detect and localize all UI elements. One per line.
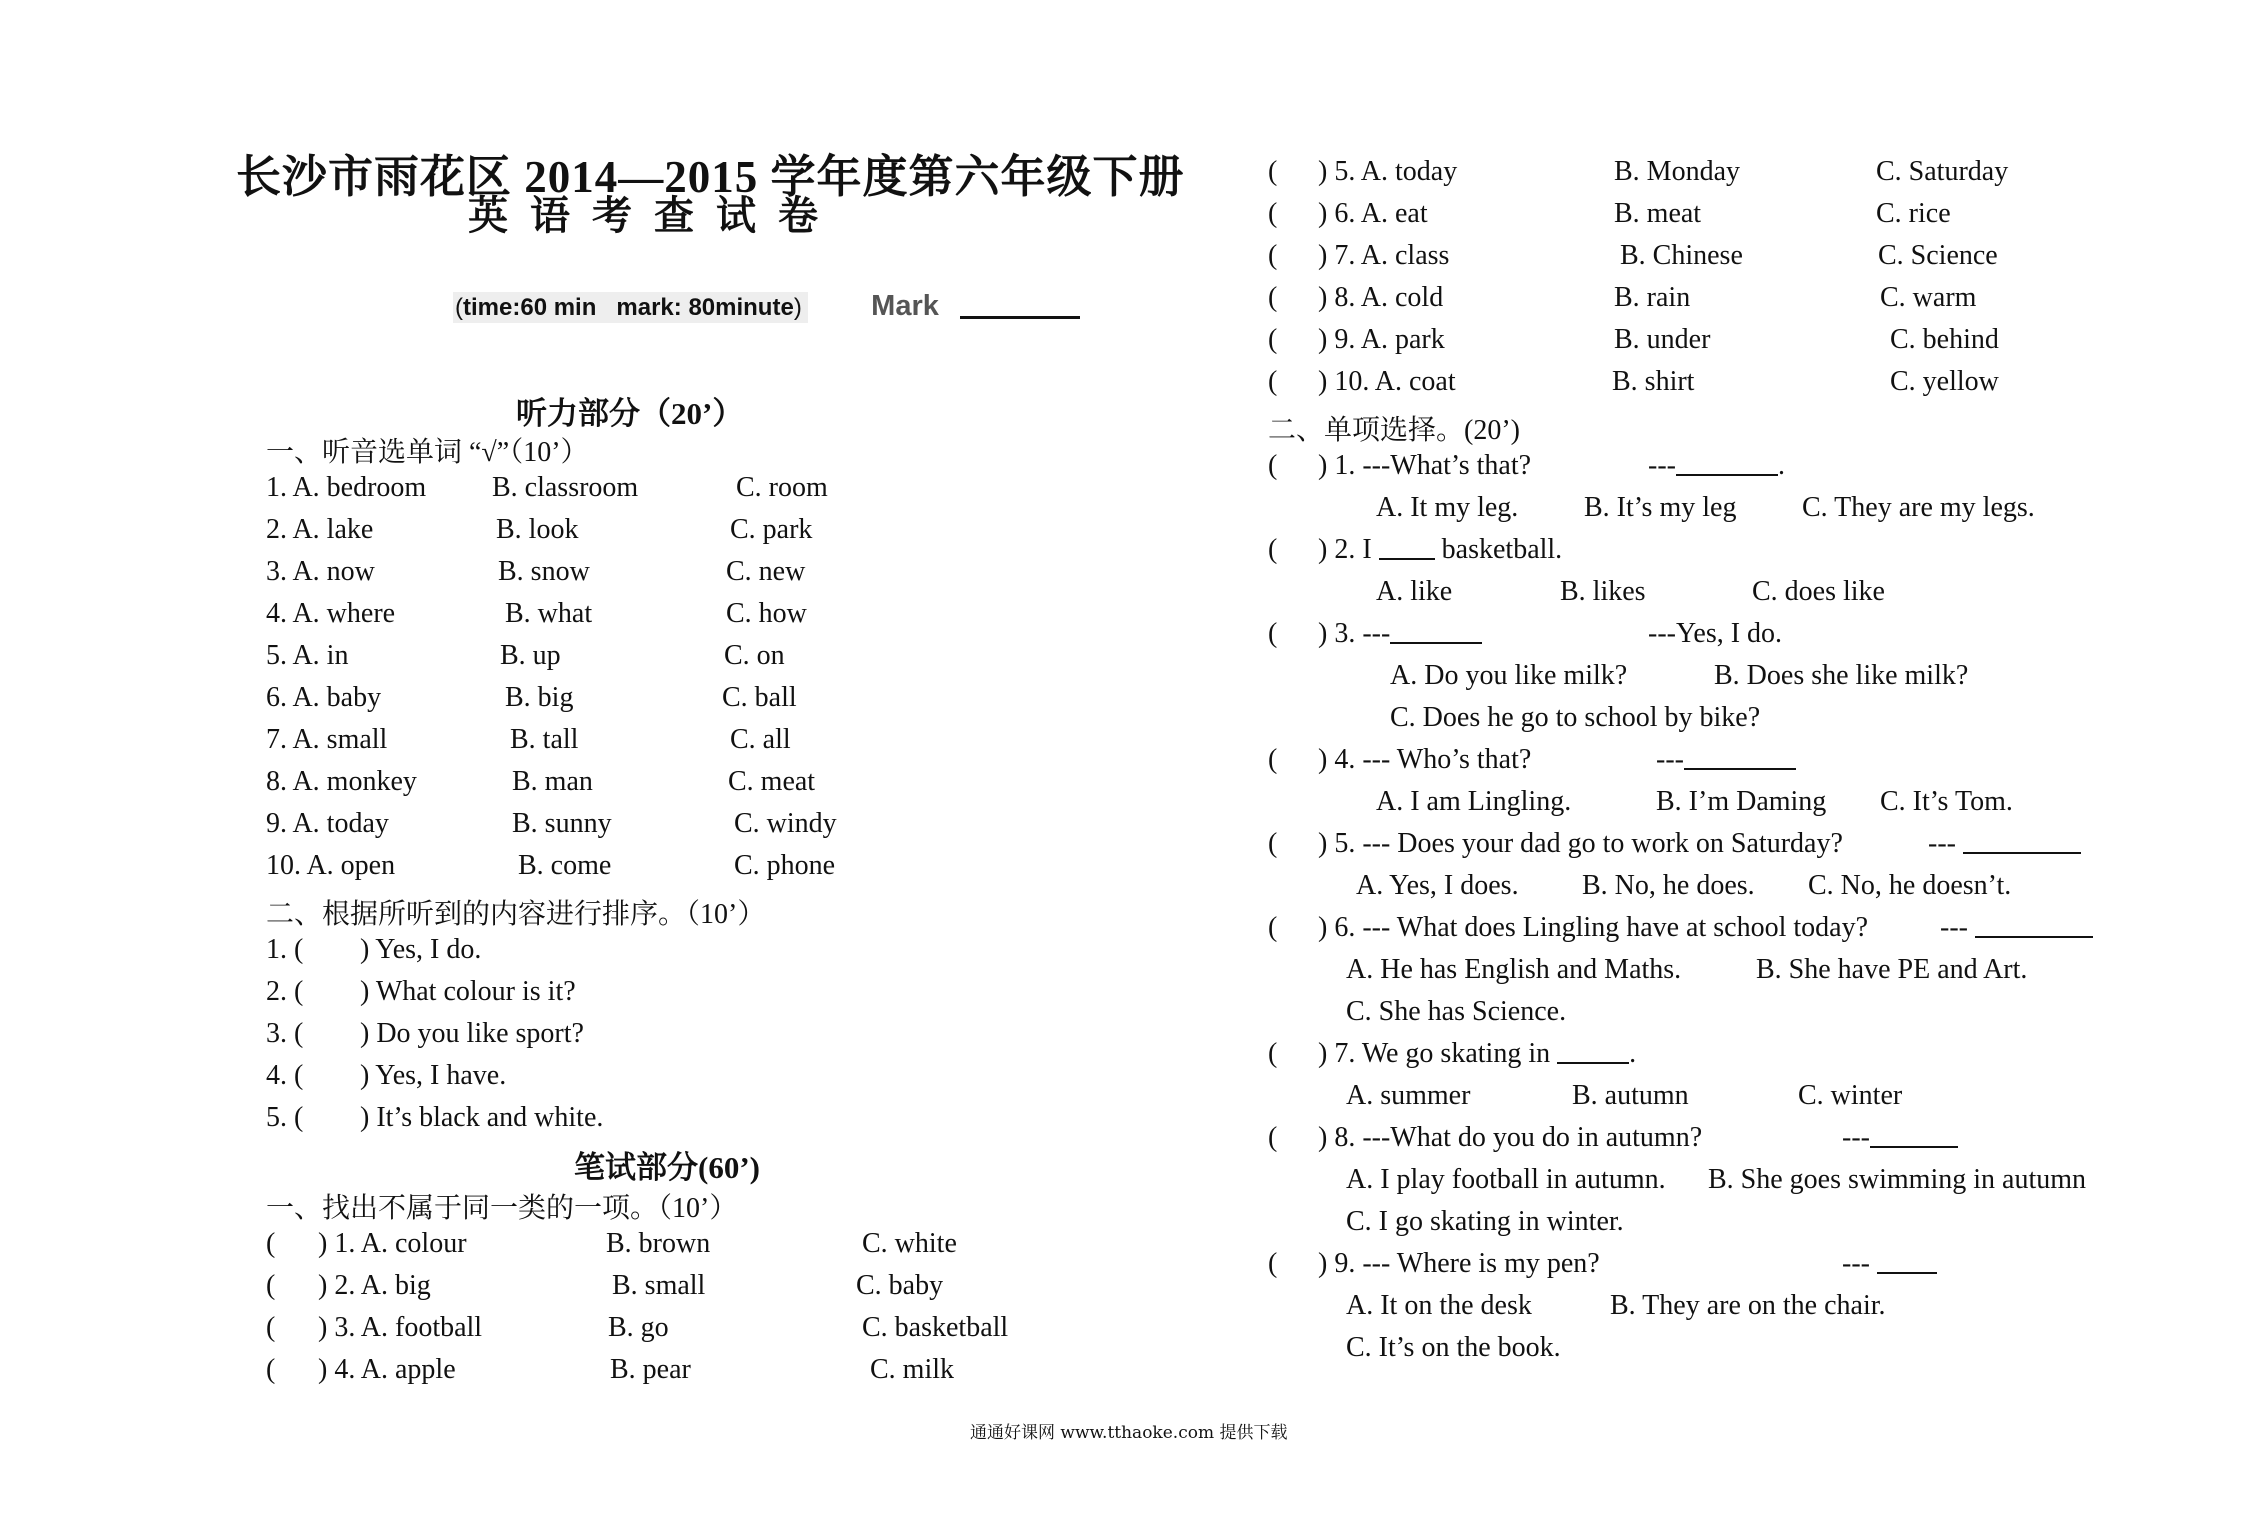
- answer-paren[interactable]: (: [266, 1270, 276, 1301]
- option-c: C. I go skating in winter.: [1346, 1206, 1624, 1237]
- list-item: ) It’s black and white.: [360, 1102, 604, 1133]
- answer-blank[interactable]: [1379, 538, 1435, 560]
- answer-paren[interactable]: (: [1268, 198, 1278, 229]
- option-a: A. He has English and Maths.: [1346, 954, 1682, 985]
- question-part: ) 3. ---: [1318, 618, 1391, 649]
- answer-blank[interactable]: [1390, 622, 1482, 644]
- time-unit: min: [553, 294, 597, 321]
- answer-paren[interactable]: (: [1268, 744, 1278, 775]
- reply-blank: [1656, 744, 1796, 776]
- reply-blank: [1648, 450, 1785, 482]
- list-item: ) 2. A. big: [318, 1270, 431, 1301]
- list-item: 4. A. where: [266, 598, 396, 629]
- option-c: C. They are my legs.: [1802, 492, 2035, 523]
- written-title: 笔试部分(60’): [574, 1150, 760, 1185]
- list-item: C. park: [730, 514, 813, 545]
- exam-title-line1: 长沙市雨花区 2014—2015 学年度第六年级下册: [236, 152, 1185, 202]
- list-item: C. basketball: [862, 1312, 1009, 1343]
- listening-title: 听力部分（20’）: [516, 396, 744, 431]
- option-b: B. I’m Daming: [1656, 786, 1827, 817]
- list-item: B. what: [505, 598, 593, 629]
- list-item: B. Chinese: [1620, 240, 1743, 271]
- list-item: 5. A. in: [266, 640, 349, 671]
- list-item: ) Yes, I have.: [360, 1060, 507, 1091]
- reply-prefix: ---: [1842, 1122, 1870, 1153]
- list-item: C. how: [726, 598, 807, 629]
- question-text: [1318, 618, 1482, 650]
- reply-blank: [1928, 828, 2081, 860]
- answer-paren[interactable]: (: [1268, 324, 1278, 355]
- list-item: B. brown: [606, 1228, 711, 1259]
- option-a: A. I am Lingling.: [1376, 786, 1572, 817]
- option-a: A. Yes, I does.: [1356, 870, 1519, 901]
- answer-blank[interactable]: [1684, 748, 1796, 770]
- answer-paren[interactable]: (: [266, 1354, 276, 1385]
- answer-paren[interactable]: (: [1268, 156, 1278, 187]
- list-item: B. under: [1614, 324, 1711, 355]
- list-item: 3. A. now: [266, 556, 375, 587]
- answer-blank[interactable]: [1870, 1126, 1958, 1148]
- question-part: ) 2. I: [1318, 534, 1372, 565]
- list-item: 1. (: [266, 934, 304, 965]
- list-item: B. up: [500, 640, 561, 671]
- question-end: .: [1629, 1038, 1637, 1069]
- listening-part1-title: 一、听音选单词 “√”（10’）: [266, 437, 589, 468]
- option-a: A. I play football in autumn.: [1346, 1164, 1666, 1195]
- question-text: ) 4. --- Who’s that?: [1318, 744, 1532, 775]
- reply-blank: [1842, 1122, 1958, 1154]
- question-text: [1318, 1038, 1636, 1070]
- exam-title-line2: 英语考查试卷: [468, 193, 840, 238]
- list-item: ) 9. A. park: [1318, 324, 1445, 355]
- list-item: C. room: [736, 472, 828, 503]
- list-item: B. look: [496, 514, 579, 545]
- answer-paren[interactable]: (: [1268, 1248, 1278, 1279]
- exam-meta: [453, 290, 1080, 323]
- answer-blank[interactable]: [1877, 1252, 1937, 1274]
- option-c: C. She has Science.: [1346, 996, 1567, 1027]
- list-item: B. come: [518, 850, 612, 881]
- answer-paren[interactable]: (: [1268, 282, 1278, 313]
- list-item: C. baby: [856, 1270, 944, 1301]
- question-text: ) 5. --- Does your dad go to work on Saturday?: [1318, 828, 1843, 859]
- list-item: B. meat: [1614, 198, 1702, 229]
- list-item: 4. (: [266, 1060, 304, 1091]
- list-item: C. new: [726, 556, 806, 587]
- reply-prefix: ---: [1928, 828, 1956, 859]
- option-c: C. winter: [1798, 1080, 1903, 1111]
- answer-paren[interactable]: (: [1268, 450, 1278, 481]
- answer-blank[interactable]: [1975, 916, 2093, 938]
- reply-blank: [1842, 1248, 1937, 1280]
- answer-blank[interactable]: [1557, 1042, 1629, 1064]
- question-text: [1318, 534, 1562, 566]
- option-c: C. It’s Tom.: [1880, 786, 2013, 817]
- list-item: B. big: [505, 682, 574, 713]
- question-text: ) 1. ---What’s that?: [1318, 450, 1532, 481]
- written-part1-title: 一、找出不属于同一类的一项。（10’）: [266, 1193, 738, 1224]
- time-label: time:60: [463, 294, 548, 321]
- list-item: C. Saturday: [1876, 156, 2009, 187]
- list-item: C. all: [730, 724, 791, 755]
- list-item: ) 4. A. apple: [318, 1354, 456, 1385]
- answer-paren[interactable]: (: [1268, 1038, 1278, 1069]
- list-item: ) Yes, I do.: [360, 934, 482, 965]
- answer-paren[interactable]: (: [266, 1312, 276, 1343]
- option-b: B. She goes swimming in autumn: [1708, 1164, 2086, 1195]
- question-part: basketball.: [1441, 534, 1563, 565]
- option-b: B. Does she like milk?: [1714, 660, 1969, 691]
- answer-paren[interactable]: (: [1268, 240, 1278, 271]
- question-text: ) 8. ---What do you do in autumn?: [1318, 1122, 1703, 1153]
- option-c: C. It’s on the book.: [1346, 1332, 1561, 1363]
- list-item: ) 8. A. cold: [1318, 282, 1444, 313]
- list-item: B. man: [512, 766, 593, 797]
- list-item: B. sunny: [512, 808, 612, 839]
- list-item: B. tall: [510, 724, 579, 755]
- reply-text: ---Yes, I do.: [1648, 618, 1783, 649]
- list-item: C. milk: [870, 1354, 955, 1385]
- option-c: C. No, he doesn’t.: [1808, 870, 2012, 901]
- answer-blank[interactable]: [1963, 832, 2081, 854]
- listening-part2-title: 二、根据所听到的内容进行排序。（10’）: [266, 899, 766, 930]
- reply-end: .: [1777, 450, 1785, 481]
- answer-paren[interactable]: (: [1268, 1122, 1278, 1153]
- list-item: B. snow: [498, 556, 590, 587]
- mark-label: Mark: [871, 290, 939, 322]
- question-text: ) 6. --- What does Lingling have at school today?: [1318, 912, 1868, 943]
- option-c: C. does like: [1752, 576, 1885, 607]
- list-item: C. meat: [728, 766, 816, 797]
- mark-info: mark: 80minute: [616, 294, 794, 321]
- list-item: 1. A. bedroom: [266, 472, 427, 503]
- list-item: 2. A. lake: [266, 514, 374, 545]
- question-text: ) 9. --- Where is my pen?: [1318, 1248, 1600, 1279]
- list-item: 10. A. open: [266, 850, 396, 881]
- list-item: ) 5. A. today: [1318, 156, 1458, 187]
- option-a: A. It on the desk: [1346, 1290, 1532, 1321]
- list-item: 8. A. monkey: [266, 766, 417, 797]
- answer-paren[interactable]: (: [1268, 912, 1278, 943]
- option-c: C. Does he go to school by bike?: [1390, 702, 1761, 733]
- footer-source: 通通好课网 www.tthaoke.com 提供下载: [970, 1423, 1288, 1443]
- option-a: A. Do you like milk?: [1390, 660, 1628, 691]
- option-b: B. autumn: [1572, 1080, 1689, 1111]
- list-item: ) Do you like sport?: [360, 1018, 584, 1049]
- list-item: C. Science: [1878, 240, 1998, 271]
- reply-prefix: ---: [1648, 450, 1676, 481]
- list-item: B. classroom: [492, 472, 639, 503]
- list-item: ) 10. A. coat: [1318, 366, 1456, 397]
- list-item: 6. A. baby: [266, 682, 382, 713]
- reply-prefix: ---: [1940, 912, 1968, 943]
- option-a: A. It my leg.: [1376, 492, 1519, 523]
- answer-paren[interactable]: (: [1268, 618, 1278, 649]
- list-item: 5. (: [266, 1102, 304, 1133]
- option-b: B. She have PE and Art.: [1756, 954, 2028, 985]
- question-part: ) 7. We go skating in: [1318, 1038, 1551, 1069]
- reply-prefix: ---: [1656, 744, 1684, 775]
- list-item: C. windy: [734, 808, 837, 839]
- list-item: 9. A. today: [266, 808, 389, 839]
- list-item: ) 1. A. colour: [318, 1228, 467, 1259]
- answer-paren[interactable]: (: [1268, 366, 1278, 397]
- mark-blank[interactable]: [960, 316, 1080, 319]
- list-item: C. white: [862, 1228, 957, 1259]
- option-a: A. like: [1376, 576, 1453, 607]
- list-item: C. on: [724, 640, 785, 671]
- list-item: 2. (: [266, 976, 304, 1007]
- option-a: A. summer: [1346, 1080, 1471, 1111]
- answer-paren[interactable]: (: [1268, 828, 1278, 859]
- answer-blank[interactable]: [1676, 454, 1778, 476]
- list-item: 7. A. small: [266, 724, 388, 755]
- reply-blank: [1940, 912, 2093, 944]
- list-item: C. phone: [734, 850, 836, 881]
- list-item: ) 6. A. eat: [1318, 198, 1428, 229]
- written-part2-title: 二、单项选择。(20’): [1268, 415, 1520, 446]
- list-item: ) What colour is it?: [360, 976, 576, 1007]
- reply-prefix: ---: [1842, 1248, 1870, 1279]
- list-item: B. rain: [1614, 282, 1691, 313]
- list-item: ) 3. A. football: [318, 1312, 483, 1343]
- list-item: B. shirt: [1612, 366, 1695, 397]
- list-item: C. yellow: [1890, 366, 1999, 397]
- list-item: C. rice: [1876, 198, 1951, 229]
- list-item: C. behind: [1890, 324, 1999, 355]
- list-item: B. small: [612, 1270, 706, 1301]
- list-item: C. ball: [722, 682, 797, 713]
- option-b: B. No, he does.: [1582, 870, 1755, 901]
- list-item: B. go: [608, 1312, 669, 1343]
- option-b: B. They are on the chair.: [1610, 1290, 1886, 1321]
- list-item: 3. (: [266, 1018, 304, 1049]
- answer-paren[interactable]: (: [266, 1228, 276, 1259]
- list-item: B. Monday: [1614, 156, 1740, 187]
- option-b: B. It’s my leg: [1584, 492, 1737, 523]
- list-item: C. warm: [1880, 282, 1977, 313]
- option-b: B. likes: [1560, 576, 1646, 607]
- answer-paren[interactable]: (: [1268, 534, 1278, 565]
- list-item: ) 7. A. class: [1318, 240, 1450, 271]
- time-mark-box: (time:60 min mark: 80minute): [453, 292, 808, 323]
- list-item: B. pear: [610, 1354, 691, 1385]
